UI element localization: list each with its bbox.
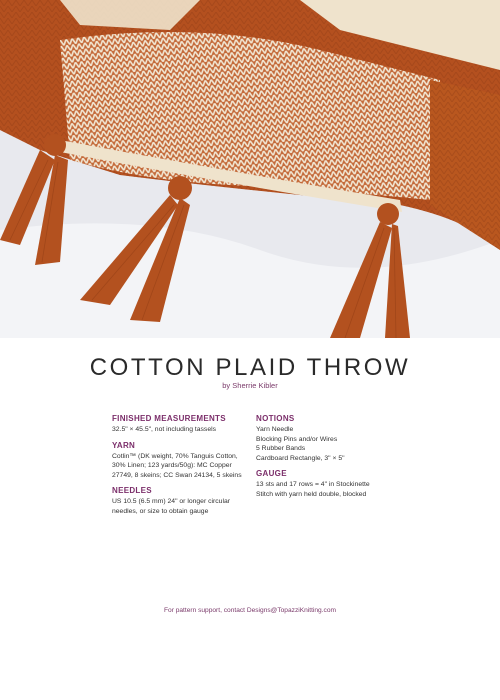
text-line: 5 Rubber Bands bbox=[256, 445, 306, 453]
right-column bbox=[256, 414, 396, 506]
finished-measurements-section bbox=[112, 414, 257, 435]
notions-text bbox=[256, 425, 396, 463]
text-line: 13 sts and 17 rows = 4" in Stockinette bbox=[256, 481, 370, 489]
text-line: Blocking Pins and/or Wires bbox=[256, 435, 338, 443]
pattern-title: COTTON PLAID THROW bbox=[89, 354, 411, 381]
text-line: Stitch with yarn held double, blocked bbox=[256, 490, 367, 498]
support-contact: For pattern support, contact Designs@TopazziKnitting.com bbox=[164, 607, 336, 614]
text-line: 30% Linen; 123 yards/50g): MC Copper bbox=[112, 462, 232, 470]
designer-byline: by Sherrie Kibler bbox=[222, 381, 278, 390]
text-line: Cardboard Rectangle, 3" × 5" bbox=[256, 454, 345, 462]
needles-section bbox=[112, 486, 257, 516]
notions-section bbox=[256, 414, 396, 463]
text-line: US 10.5 (6.5 mm) 24" or longer circular bbox=[112, 498, 231, 506]
text-line: Yarn Needle bbox=[256, 426, 294, 433]
needles-heading: NEEDLES bbox=[112, 486, 152, 496]
finished-measurements-heading: FINISHED MEASUREMENTS bbox=[112, 414, 226, 423]
gauge-section bbox=[256, 469, 396, 499]
yarn-heading: YARN bbox=[112, 440, 136, 450]
left-column bbox=[112, 414, 257, 523]
needles-text bbox=[112, 497, 257, 516]
text-line: 32.5" × 45.5", not including tassels bbox=[112, 426, 217, 433]
hero-photo bbox=[0, 0, 500, 338]
notions-heading: NOTIONS bbox=[256, 414, 295, 423]
gauge-heading: GAUGE bbox=[256, 469, 287, 479]
yarn-section bbox=[112, 441, 257, 481]
knitted-throw-image bbox=[0, 0, 500, 338]
gauge-text bbox=[256, 480, 396, 499]
text-line: 27749, 8 skeins; CC Swan 24134, 5 skeins bbox=[112, 471, 242, 479]
finished-measurements-text bbox=[112, 425, 257, 435]
text-line: needles, or size to obtain gauge bbox=[112, 507, 209, 515]
yarn-text bbox=[112, 452, 257, 481]
text-line: Cotlin™ (DK weight, 70% Tanguis Cotton, bbox=[112, 452, 238, 460]
